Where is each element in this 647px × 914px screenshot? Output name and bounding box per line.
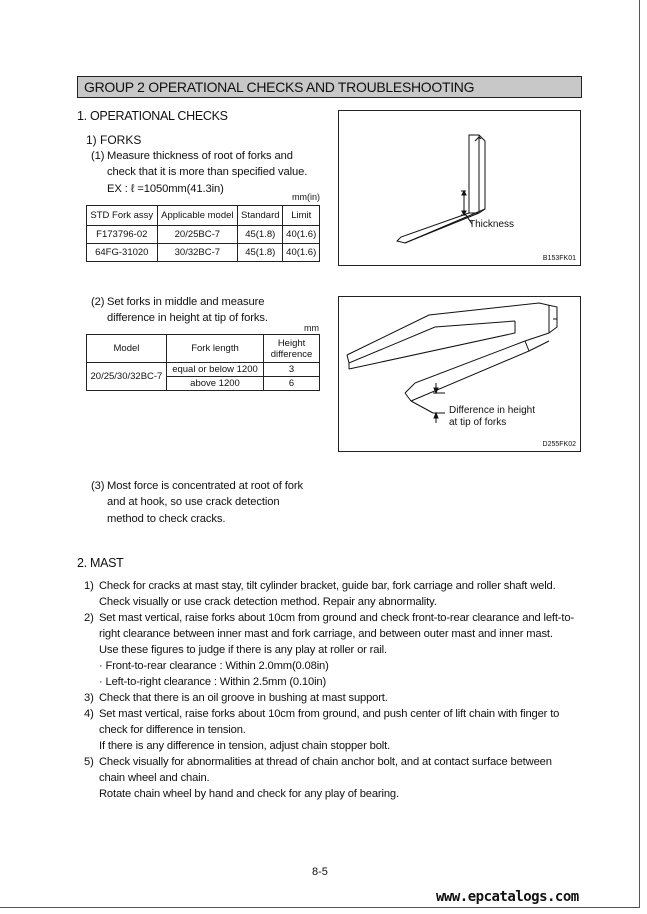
list-item-line: Check for cracks at mast stay, tilt cylinder bracket, guide bar, fork carriage and roller shaft weld. xyxy=(99,580,556,592)
table2-header: Height difference xyxy=(264,335,320,363)
list-item xyxy=(84,578,574,610)
list-item-number: 3) xyxy=(84,692,94,704)
list-item-number: 5) xyxy=(84,756,94,768)
list-item xyxy=(84,610,574,690)
table1-cell: 40(1.6) xyxy=(283,244,320,262)
section-mast-title: 2. MAST xyxy=(77,556,124,570)
list-item xyxy=(84,706,574,754)
list-item-number: 1) xyxy=(84,580,94,592)
list-item-line: Set mast vertical, raise forks about 10cm from ground, and push center of lift chain with finger to xyxy=(99,708,560,720)
table1-cell: 30/32BC-7 xyxy=(157,244,238,262)
section-operational-checks-title: 1. OPERATIONAL CHECKS xyxy=(77,109,228,123)
table1-unit: mm(in) xyxy=(292,192,320,202)
table2-cell: above 1200 xyxy=(166,377,263,391)
group-title: GROUP 2 OPERATIONAL CHECKS AND TROUBLESHOOTING xyxy=(77,76,582,98)
list-item-line: Set mast vertical, raise forks about 10cm from ground and check front-to-rear clearance and left-to- xyxy=(99,612,574,624)
item3-line3: method to check cracks. xyxy=(107,513,226,525)
table1-header: Standard xyxy=(238,206,283,226)
list-item-number: 2) xyxy=(84,612,94,624)
table2-cell: 3 xyxy=(264,363,320,377)
list-item-line: · Left-to-right clearance : Within 2.5mm (0.10in) xyxy=(99,676,327,688)
table2-header: Fork length xyxy=(166,335,263,363)
table1-cell: 20/25BC-7 xyxy=(157,226,238,244)
table1-cell: 45(1.8) xyxy=(238,244,283,262)
fork-spec-table xyxy=(86,205,320,262)
fork-drawing xyxy=(339,111,580,265)
list-item xyxy=(84,690,574,706)
table2-cell: 6 xyxy=(264,377,320,391)
height-difference-label-line1: Difference in height xyxy=(449,405,535,416)
forks-subtitle: 1) FORKS xyxy=(86,133,142,147)
watermark-link[interactable]: www.epcatalogs.com xyxy=(436,889,579,905)
list-item-number: 4) xyxy=(84,708,94,720)
item1-line2: check that it is more than specified value. xyxy=(107,166,308,178)
list-item-line: chain wheel and chain. xyxy=(99,772,210,784)
table-row xyxy=(87,363,320,377)
list-item-line: Use these figures to judge if there is any play at roller or rail. xyxy=(99,644,387,656)
list-item-line: right clearance between inner mast and fork carriage, and between outer mast and inner mast. xyxy=(99,628,553,640)
table2-model-cell: 20/25/30/32BC-7 xyxy=(87,363,167,391)
table1-cell: 40(1.6) xyxy=(283,226,320,244)
example-length: EX : ℓ =1050mm(41.3in) xyxy=(107,183,224,195)
table1-header: Limit xyxy=(283,206,320,226)
table2-header: Model xyxy=(87,335,167,363)
item1-number: (1) xyxy=(91,150,105,162)
table1-cell: F173796-02 xyxy=(87,226,158,244)
item2-number: (2) xyxy=(91,296,105,308)
list-item-line: check for difference in tension. xyxy=(99,724,246,736)
table1-cell: 64FG-31020 xyxy=(87,244,158,262)
page-number: 8-5 xyxy=(312,866,328,878)
item3-number: (3) xyxy=(91,480,105,492)
item3-line1: Most force is concentrated at root of fork xyxy=(107,480,304,492)
table2-unit: mm xyxy=(304,323,319,333)
mast-check-list xyxy=(84,578,574,802)
fork-thickness-figure xyxy=(338,110,581,266)
list-item-line: If there is any difference in tension, adjust chain stopper bolt. xyxy=(99,740,391,752)
item2-line1: Set forks in middle and measure xyxy=(107,296,265,308)
list-item-line: Check visually or use crack detection method. Repair any abnormality. xyxy=(99,596,437,608)
list-item xyxy=(84,754,574,802)
height-difference-table xyxy=(86,334,320,391)
list-item-line: · Front-to-rear clearance : Within 2.0mm(0.08in) xyxy=(99,660,329,672)
fork-height-figure xyxy=(338,296,581,452)
list-item-line: Check that there is an oil groove in bushing at mast support. xyxy=(99,692,388,704)
item1-line1: Measure thickness of root of forks and xyxy=(107,150,293,162)
table1-header: STD Fork assy xyxy=(87,206,158,226)
table1-header: Applicable model xyxy=(157,206,238,226)
table1-cell: 45(1.8) xyxy=(238,226,283,244)
table-row xyxy=(87,226,320,244)
table2-cell: equal or below 1200 xyxy=(166,363,263,377)
figure2-code: D255FK02 xyxy=(542,441,576,448)
list-item-line: Check visually for abnormalities at thread of chain anchor bolt, and at contact surface between xyxy=(99,756,552,768)
figure1-code: B153FK01 xyxy=(542,255,576,262)
height-difference-label-line2: at tip of forks xyxy=(449,417,507,428)
item2-line2: difference in height at tip of forks. xyxy=(107,312,268,324)
table-row xyxy=(87,244,320,262)
list-item-line: Rotate chain wheel by hand and check for any play of bearing. xyxy=(99,788,399,800)
item3-line2: and at hook, so use crack detection xyxy=(107,496,280,508)
thickness-label: Thickness xyxy=(469,219,515,230)
